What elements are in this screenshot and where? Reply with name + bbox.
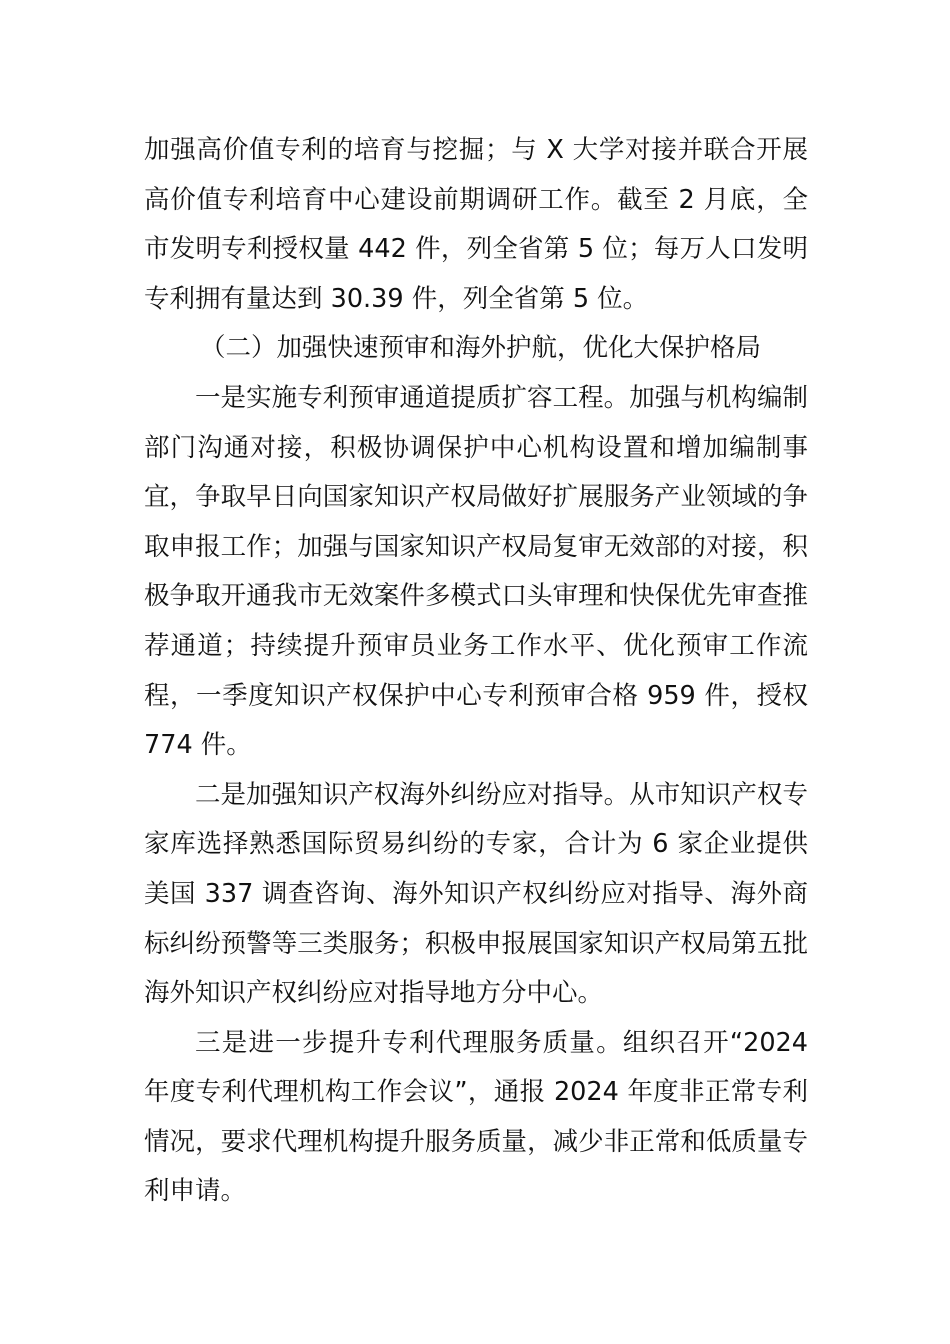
document-page (144, 126, 808, 1217)
paragraph-overseas-disputes: 二是加强知识产权海外纠纷应对指导。从市知识产权专家库选择熟悉国际贸易纠纷的专家，合计为 6 家企业提供美国 337 调查咨询、海外知识产权纠纷应对指导、海外商标纠纷预警等三类服务；积极申报展国家知识产权局第五批海外知识产权纠纷应对指导地方分中心。 (144, 779, 808, 1009)
section-heading-2: （二）加强快速预审和海外护航，优化大保护格局 (200, 333, 762, 364)
paragraph-patent-cultivation: 加强高价值专利的培育与挖掘；与 X 大学对接并联合开展高价值专利培育中心建设前期调研工作。截至 2 月底，全市发明专利授权量 442 件，列全省第 5 位；每万人口发明专利拥有量达到 30.39 件，列全省第 5 位。 (144, 135, 808, 314)
paragraph-preexam-channel: 一是实施专利预审通道提质扩容工程。加强与机构编制部门沟通对接，积极协调保护中心机构设置和增加编制事宜，争取早日向国家知识产权局做好扩展服务产业领域的争取申报工作；加强与国家知识产权局复审无效部的对接，积极争取开通我市无效案件多模式口头审理和快保优先审查推荐通道；持续提升预审员业务工作水平、优化预审工作流程，一季度知识产权保护中心专利预审合格 959 件，授权 774 件。 (144, 382, 808, 761)
paragraph-agency-quality: 三是进一步提升专利代理服务质量。组织召开“2024 年度专利代理机构工作会议”，通报 2024 年度非正常专利情况，要求代理机构提升服务质量，减少非正常和低质量专利申请。 (144, 1027, 808, 1207)
